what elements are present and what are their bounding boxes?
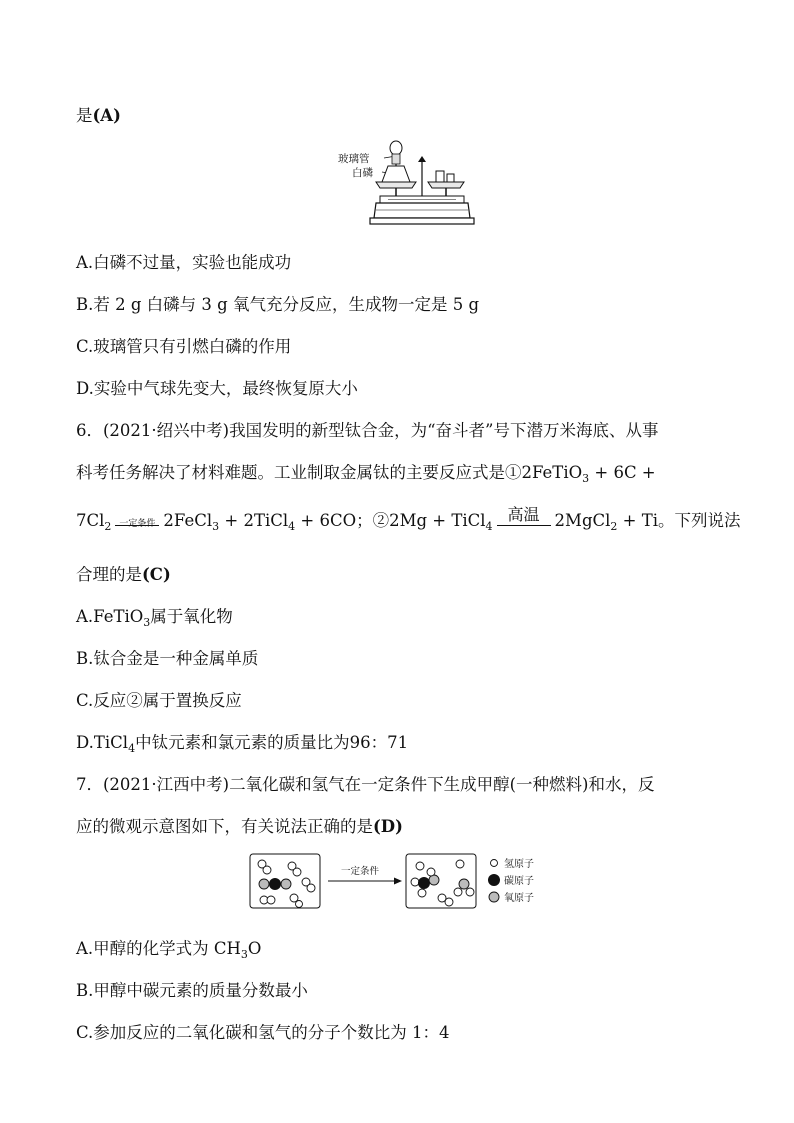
q6-stem-line-1: 6．(2021·绍兴中考)我国发明的新型钛合金，为“奋斗者”号下潜万米海底、从事	[76, 421, 659, 440]
oxygen-atom-legend-icon	[489, 892, 499, 902]
arrow-icon	[394, 878, 402, 885]
q7-answer: (D)	[373, 817, 403, 836]
q7-option-b: B.甲醇中碳元素的质量分数最小	[76, 981, 308, 1000]
q6-option-b: B.钛合金是一种金属单质	[76, 649, 259, 668]
q5-option-a: A.白磷不过量，实验也能成功	[76, 253, 292, 272]
q6-stem-line-2: 科考任务解决了材料难题。工业制取金属钛的主要反应式是①2FeTiO$_3$ + 6C +	[76, 463, 656, 485]
arrow-condition-label: 一定条件	[340, 866, 380, 877]
legend-carbon: 碳原子	[504, 876, 534, 887]
legend-oxygen: 氧原子	[504, 893, 534, 904]
q6-option-a: A.FeTiO$_3$属于氧化物	[76, 607, 233, 629]
reaction-condition-2: 高温	[497, 519, 551, 526]
carbon-atom-legend-icon	[488, 874, 500, 886]
hydrogen-atom-legend-icon	[491, 860, 498, 867]
q5-answer: (A)	[92, 106, 121, 125]
q5-option-c: C.玻璃管只有引燃白磷的作用	[76, 337, 292, 356]
q5-stem-tail: 是(A)	[76, 106, 121, 125]
molecule-diagram	[248, 852, 558, 912]
reaction-condition-1: 一定条件	[115, 519, 159, 526]
q7-stem-line-1: 7．(2021·江西中考)二氧化碳和氢气在一定条件下生成甲醇(一种燃料)和水，反	[76, 775, 655, 794]
label-glass-tube: 玻璃管	[338, 153, 370, 165]
q7-stem-line-2: 应的微观示意图如下，有关说法正确的是(D)	[76, 817, 403, 836]
q7-option-a: A.甲醇的化学式为 $CH_3O$	[76, 939, 262, 961]
balance-figure	[336, 138, 476, 230]
q5-option-d: D.实验中气球先变大，最终恢复原大小	[76, 379, 358, 398]
q6-answer: (C)	[142, 565, 171, 584]
q7-option-c: C.参加反应的二氧化碳和氢气的分子个数比为 1：4	[76, 1023, 450, 1042]
q6-option-c: C.反应②属于置换反应	[76, 691, 242, 710]
label-white-phosphorus: 白磷	[352, 167, 373, 179]
q6-stem-line-4: 合理的是(C)	[76, 565, 171, 584]
legend-hydrogen: 氢原子	[504, 859, 534, 870]
q6-option-d: D.TiCl$_4$中钛元素和氯元素的质量比为96：71	[76, 733, 409, 755]
q5-option-b: B.若 2 g 白磷与 3 g 氧气充分反应，生成物一定是 5 g	[76, 295, 480, 314]
q6-equations: $7Cl_2$ 一定条件 2FeCl$_3$ + 2TiCl$_4$ + 6CO；②2Mg + TiCl$_4$ 高温 2MgCl$_2$ + Ti。下列说法	[76, 505, 741, 533]
